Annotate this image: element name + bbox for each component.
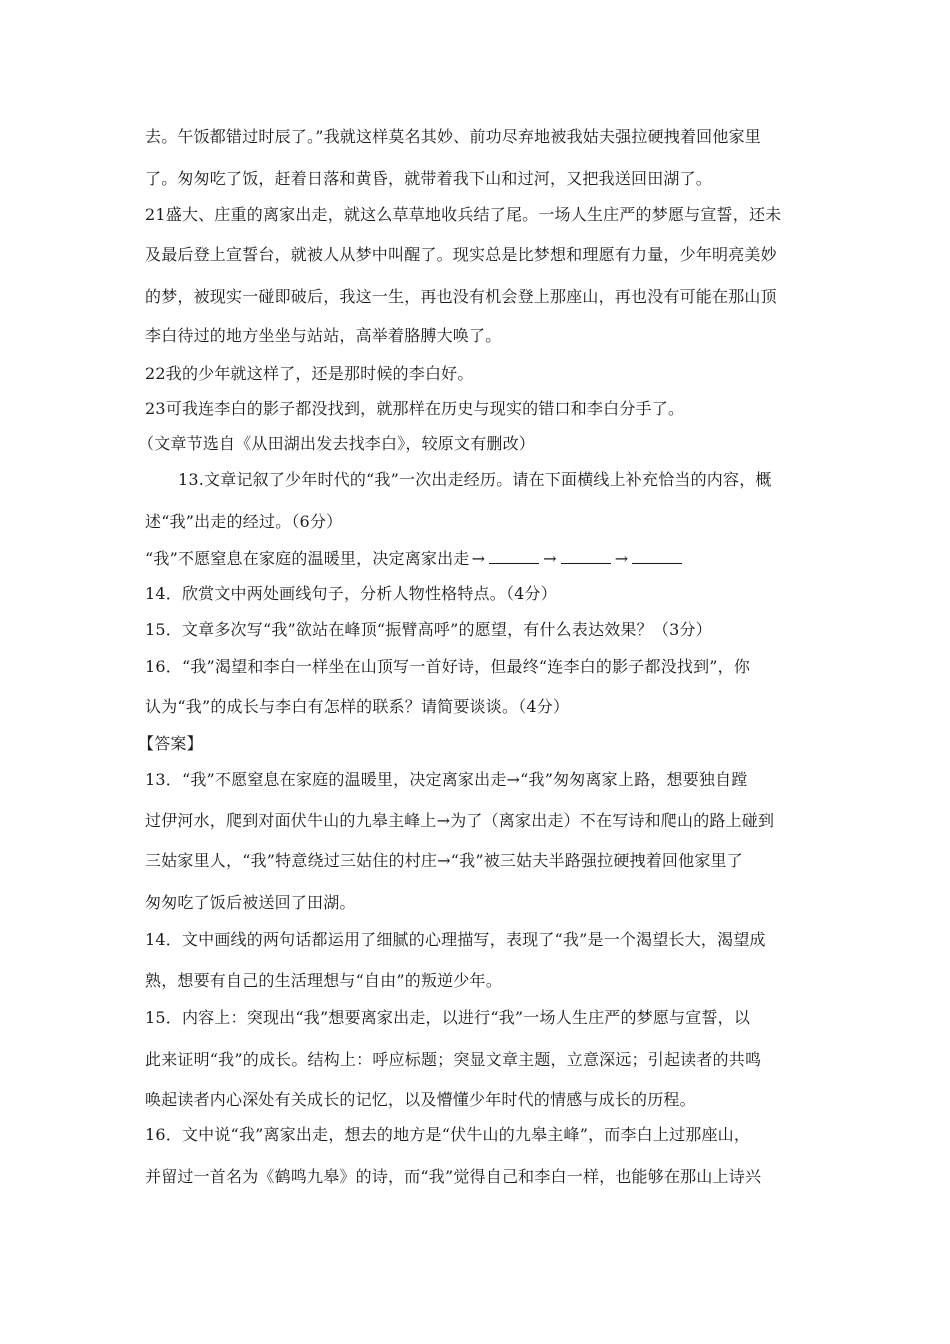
arrow-icon: → — [543, 549, 557, 568]
article-line-7: 22我的少年就这样了，还是那时候的李白好。 — [145, 364, 474, 383]
answer-heading: 【答案】 — [138, 734, 203, 753]
answer-line-9: 唤起读者内心深处有关成长的记忆，以及懵懂少年时代的情感与成长的历程。 — [145, 1090, 696, 1109]
question-14: 14．欣赏文中两处画线句子，分析人物性格特点。（4分） — [145, 584, 557, 603]
article-line-4: 及最后登上宣誓台，就被人从梦中叫醒了。现实总是比梦想和理愿有力量，少年明亮美妙 — [145, 245, 777, 264]
article-line-1: 去。午饭都错过时辰了。”我就这样莫名其妙、前功尽弃地被我姑夫强拉硬拽着回他家里 — [145, 127, 761, 146]
answer-line-10: 16．文中说“我”离家出走，想去的地方是“伏牛山的九皋主峰”，而李白上过那座山， — [145, 1125, 751, 1144]
fill-prefix: “我”不愿窒息在家庭的温暖里，决定离家出走 — [145, 549, 470, 568]
answer-line-8: 此来证明“我”的成长。结构上：呼应标题；突显文章主题，立意深远；引起读者的共鸣 — [145, 1050, 762, 1069]
question-13-fill-line — [145, 549, 684, 569]
arrow-icon: → — [614, 549, 629, 568]
question-16-line-2: 认为“我”的成长与李白有怎样的联系？请简要谈谈。（4分） — [145, 697, 570, 716]
answer-blank-3[interactable] — [632, 549, 682, 564]
answer-blank-2[interactable] — [561, 549, 611, 564]
question-13-line-1: 13.文章记叙了少年时代的“我”一次出走经历。请在下面横线上补充恰当的内容，概 — [178, 470, 772, 489]
question-15: 15．文章多次写“我”欲站在峰顶“振臂高呼”的愿望，有什么表达效果？（3分） — [145, 620, 712, 639]
answer-line-1: 13．“我”不愿窒息在家庭的温暖里，决定离家出走→“我”匆匆离家上路，想要独自蹚 — [145, 770, 748, 789]
article-line-8: 23可我连李白的影子都没找到，就那样在历史与现实的错口和李白分手了。 — [145, 399, 685, 418]
answer-line-6: 熟，想要有自己的生活理想与“自由”的叛逆少年。 — [145, 971, 502, 990]
question-13-line-2: 述“我”出走的经过。（6分） — [145, 512, 343, 531]
answer-line-11: 并留过一首名为《鹤鸣九皋》的诗，而“我”觉得自己和李白一样，也能够在那山上诗兴 — [145, 1167, 762, 1186]
arrow-icon: → — [471, 549, 486, 568]
answer-line-4: 匆匆吃了饭后被送回了田湖。 — [145, 893, 356, 912]
article-line-6: 李白待过的地方坐坐与站站，高举着胳膊大唤了。 — [145, 326, 502, 345]
article-source: （文章节选自《从田湖出发去找李白》，较原文有删改） — [138, 434, 536, 453]
answer-line-2: 过伊河水，爬到对面伏牛山的九皋主峰上→为了（离家出走）不在写诗和爬山的路上碰到 — [145, 811, 775, 830]
answer-line-3: 三姑家里人，“我”特意绕过三姑住的村庄→“我”被三姑夫半路强拉硬拽着回他家里了 — [145, 851, 743, 870]
answer-blank-1[interactable] — [489, 549, 539, 564]
answer-line-7: 15．内容上：突现出“我”想要离家出走，以进行“我”一场人生庄严的梦愿与宣誓，以 — [145, 1008, 751, 1027]
article-line-3: 21盛大、庄重的离家出走，就这么草草地收兵结了尾。一场人生庄严的梦愿与宣誓，还未 — [145, 205, 782, 224]
answer-line-5: 14．文中画线的两句话都运用了细腻的心理描写，表现了“我”是一个渴望长大，渴望成 — [145, 930, 766, 949]
question-16-line-1: 16．“我”渴望和李白一样坐在山顶写一首好诗，但最终“连李白的影子都没找到”，你 — [145, 657, 751, 676]
article-line-5: 的梦，被现实一碰即破后，我这一生，再也没有机会登上那座山，再也没有可能在那山顶 — [145, 287, 777, 306]
article-line-2: 了。匆匆吃了饭，赶着日落和黄昏，就带着我下山和过河，又把我送回田湖了。 — [145, 169, 713, 188]
